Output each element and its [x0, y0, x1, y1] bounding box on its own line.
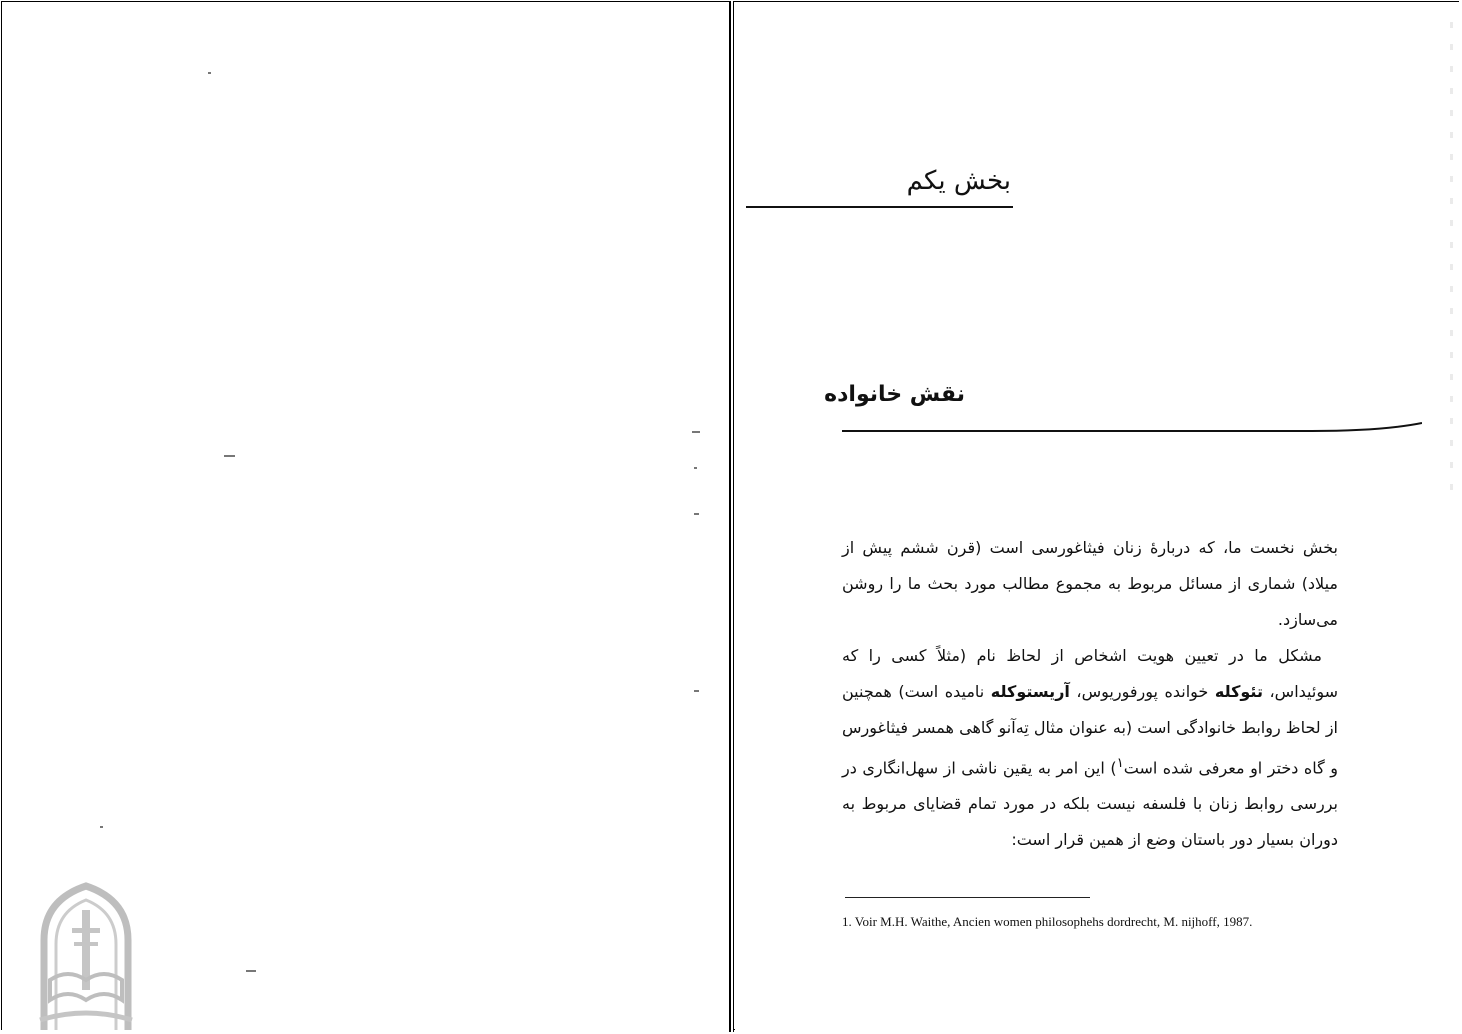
right-page	[735, 2, 1459, 1031]
scan-speck	[692, 431, 700, 433]
part-title-rule	[746, 206, 1013, 208]
name-theokle: تئوکله	[1214, 682, 1263, 701]
paragraph-2-text: ) این امر به یقین ناشی از سهل‌انگاری در بررسی روابط زنان با فلسفه نیست بلکه در مورد تمام قضایای مربوط به دوران بسیار دور باستان وضع از همین قرار است:	[842, 758, 1338, 850]
footnote-marker: ۱	[1116, 756, 1124, 771]
scan-speck	[208, 72, 211, 74]
scan-speck	[694, 467, 697, 469]
library-seal-icon	[36, 880, 136, 1030]
name-aristokle: آریستوکله	[990, 682, 1070, 701]
part-title: بخش یکم	[906, 166, 1011, 196]
paragraph-2	[842, 638, 1338, 858]
paragraph-2-text: مشکل ما در تعیین هویت اشخاص از لحاظ نام (مثلاً کسی را که سوئیداس،	[842, 646, 1339, 701]
scan-speck	[694, 513, 699, 515]
book-gutter	[729, 1, 734, 1032]
scan-speck	[694, 690, 699, 692]
footnote-rule	[845, 897, 1090, 898]
paragraph-2-text: خوانده پورفوریوس،	[1069, 682, 1215, 701]
chapter-body	[842, 530, 1338, 858]
chapter-title: نقش خانواده	[824, 382, 965, 407]
paragraph-2-text: نامیده است) همچنین از لحاظ روابط خانوادگی است (به عنوان مثال تِه‌آنو گاهی همسر فیثاغورس و گاه دختر او معرفی شده است	[842, 682, 1338, 778]
left-page	[2, 2, 731, 1031]
chapter-title-rule	[842, 421, 1422, 433]
scan-speck	[246, 970, 256, 972]
scan-edge-artifact	[1450, 22, 1453, 502]
scan-speck	[100, 826, 103, 828]
scan-speck	[224, 455, 235, 457]
paragraph-1: بخش نخست ما، که دربارهٔ زنان فیثاغورسی است (قرن ششم پیش از میلاد) شماری از مسائل مربوط به مجموع مطالب مورد بحث ما را روشن می‌سازد.	[842, 538, 1338, 629]
footnote: 1. Voir M.H. Waithe, Ancien women philosophehs dordrecht, M. nijhoff, 1987.	[842, 914, 1253, 929]
